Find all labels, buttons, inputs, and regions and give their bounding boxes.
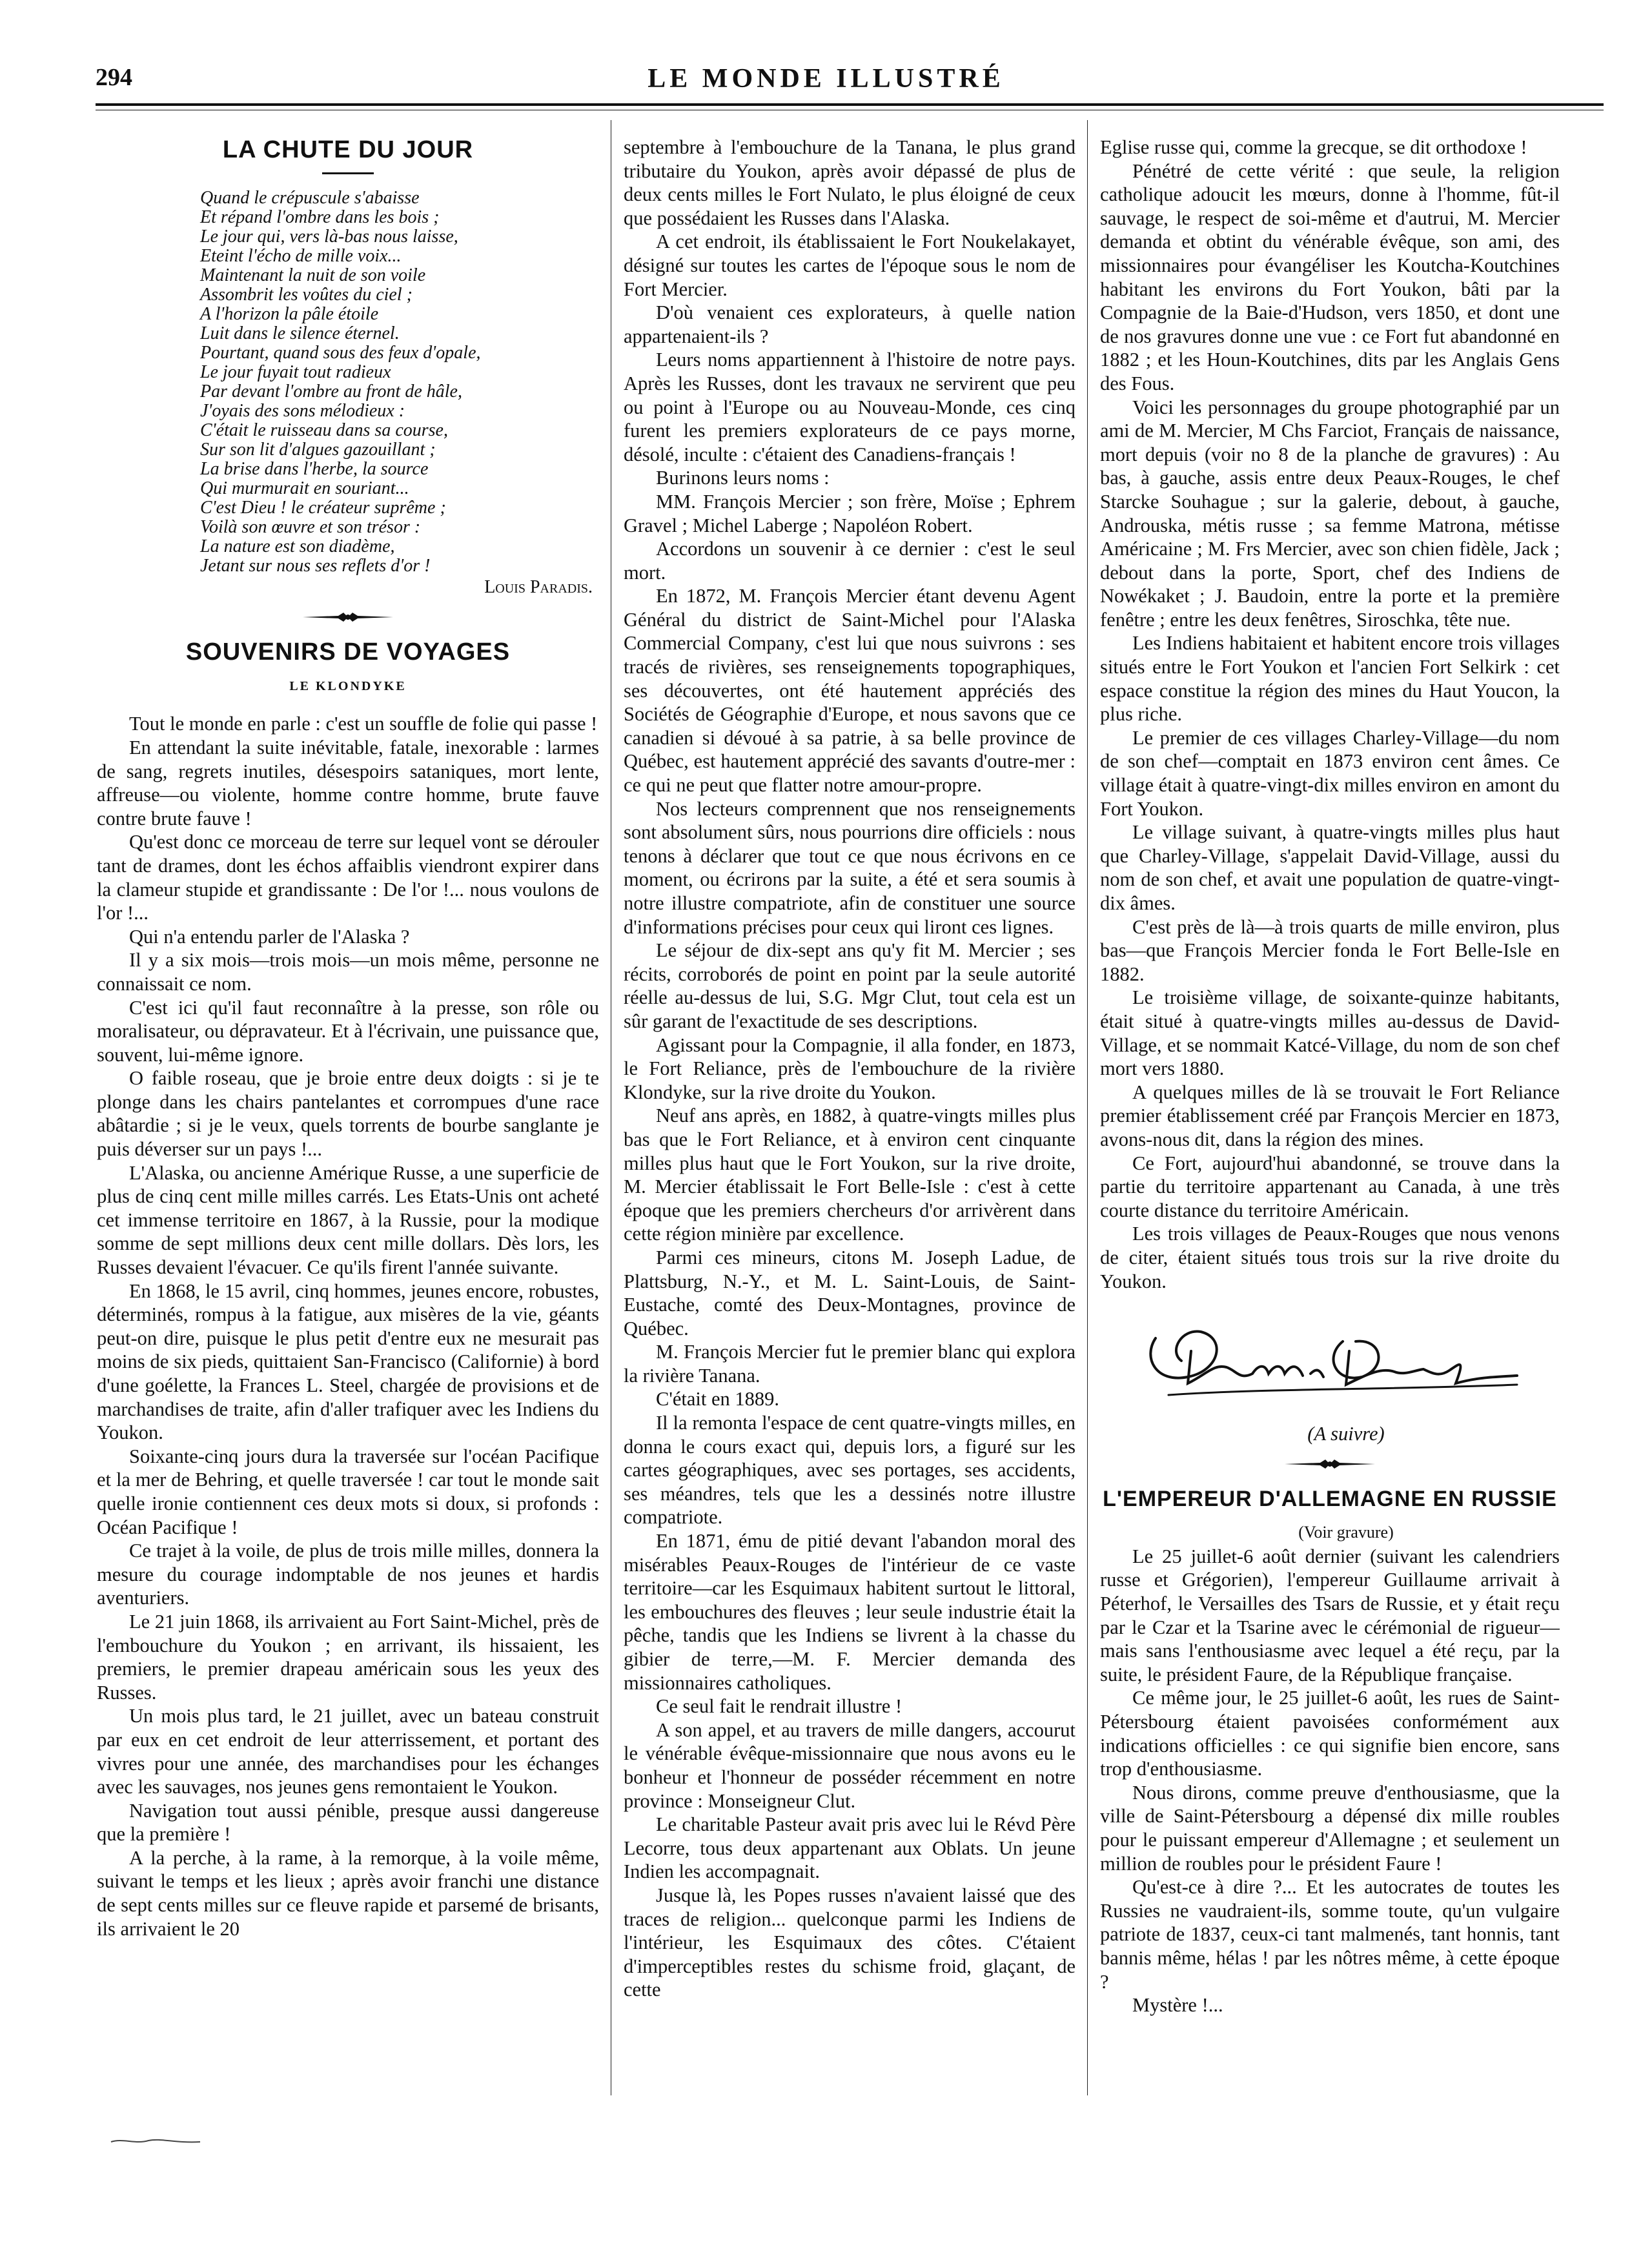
poem-line: La nature est son diadème, (200, 536, 395, 556)
paragraph: Le troisième village, de soixante-quinze habitants, était situé à quatre-vingts milles au-dessus de David-Village, et se nommait Katcé-Village, du nom de son chef mort vers 1880. (1100, 986, 1560, 1080)
paragraph: Le 21 juin 1868, ils arrivaient au Fort Saint-Michel, près de l'embouchure du Youkon ; en arrivant, ils hissaient, les premiers, le premier drapeau américain sous les yeux des Russes. (97, 1610, 599, 1704)
paragraph: Il la remonta l'espace de cent quatre-vingts milles, en donna le cours exact qui, depuis lors, a figuré sur les cartes géographiques, avec ses portages, ses accidents, ses méandres, tels que les a dessinés notre illustre compatriote. (624, 1412, 1076, 1529)
paragraph: Voici les personnages du groupe photographié par un ami de M. Mercier, M Chs Farciot, Français de naissance, mort depuis (voir no 8 de la planche de gravures) : Au bas, à gauche, assis entre deux Peaux-Rouges, le chef Starcke Souhague ; sur la galerie, debout, à gauche, Androuska, métis russe ; sa femme Matrona, métisse Américaine ; M. Frs Mercier, avec son chien fidèle, Jack ; debout dans la porte, Sport, chef des Indiens de Nowékaket ; J. Baudoin, entre la porte et la première fenêtre ; entre les deux fenêtres, Siroschka, tête nue. (1100, 396, 1560, 631)
column-1 (97, 136, 599, 2124)
poem-line: Qui murmurait en souriant... (200, 478, 409, 498)
poem-title: LA CHUTE DU JOUR (222, 136, 474, 163)
paragraph: Nos lecteurs comprennent que nos renseignements sont absolument sûrs, nous pourrions dire officiels : nous tenons à déclarer que tout ce que nous écrivons en ce moment, ou écrirons par la suite, a été et sera soumis à notre illustre compatriote, afin de constituer une source d'informations précises pour ceux qui liront ces lignes. (624, 797, 1076, 938)
paragraph: En 1871, ému de pitié devant l'abandon moral des misérables Peaux-Rouges de l'intérieur de ce vaste territoire—car les Esquimaux habitent surtout le littoral, les embouchures des fleuves ; leur seule industrie était la pêche, tandis que les Indiens se livrent à la chasse du gibier de terre,—M. F. Mercier demanda des missionnaires catholiques. (624, 1530, 1076, 1694)
paragraph: Eglise russe qui, comme la grecque, se dit orthodoxe ! (1100, 136, 1527, 158)
poem-line: Quand le crépuscule s'abaisse (200, 187, 420, 208)
paragraph: Navigation tout aussi pénible, presque aussi dangereuse que la première ! (97, 1799, 599, 1846)
column-3 (1100, 136, 1560, 2124)
article2-subtitle: (Voir gravure) (1298, 1523, 1394, 1542)
poem-line: Sur son lit d'algues gazouillant ; (200, 439, 436, 460)
paragraph: Neuf ans après, en 1882, à quatre-vingts milles plus bas que le Fort Reliance, et à environ cent cinquante milles plus haut que le Fort Youkon, sur la rive droite, M. Mercier établissait le Fort Belle-Isle : c'est à cette époque que les premiers chercheurs d'or arrivèrent dans cette région minière par excellence. (624, 1105, 1076, 1245)
paragraph: Jusque là, les Popes russes n'avaient laissé que des traces de religion... quelconque parmi les Indiens de l'intérieur, les Esquimaux des côtes. C'étaient d'imperceptibles restes du schisme froid, glaçant, de cette (624, 1884, 1076, 2001)
author-signature (1100, 1312, 1560, 1416)
paragraph: MM. François Mercier ; son frère, Moïse ; Ephrem Gravel ; Michel Laberge ; Napoléon Robert. (624, 490, 1076, 536)
poem-line: Voilà son œuvre et son trésor : (200, 516, 421, 537)
paragraph: Le 25 juillet-6 août dernier (suivant les calendriers russe et Grégorien), l'empereur Guillaume arrivait à Péterhof, le Versailles des Tsars de Russie, et y était reçu par le Czar et la Tsarine avec le cérémonial de rigueur—mais sans l'enthousiasme avec lequel a été reçu, par la suite, le président Faure, de la République française. (1100, 1545, 1560, 1685)
paragraph: Qui n'a entendu parler de l'Alaska ? (129, 925, 410, 948)
paragraph: Il y a six mois—trois mois—un mois même, personne ne connaissait ce nom. (97, 949, 599, 995)
poem-author: Louis Paradis. (484, 576, 593, 597)
paragraph: Ce trajet à la voile, de plus de trois mille milles, donnera la mesure du courage indomptable de nos jeunes et hardis aventuriers. (97, 1540, 599, 1609)
poem-line: Pourtant, quand sous des feux d'opale, (200, 342, 481, 363)
paragraph: Ce Fort, aujourd'hui abandonné, se trouve dans la partie du territoire appartenant au Canada, à une très courte distance du territoire Américain. (1100, 1152, 1560, 1221)
paragraph: En attendant la suite inévitable, fatale, inexorable : larmes de sang, regrets inutiles, désespoirs sataniques, mort lente, affreuse—ou violente, homme contre homme, brute fauve contre brute fauve ! (97, 736, 599, 830)
masthead-title: LE MONDE ILLUSTRÉ (648, 64, 1004, 94)
paragraph: O faible roseau, que je broie entre deux doigts : si je te plonge dans les chairs pantelantes et corrompues d'une race abâtardie ; si je le veux, quels torrents de bourbe sanglante je puis déverser sur un pays !... (97, 1067, 599, 1161)
page-header (0, 0, 1652, 97)
poem-line: La brise dans l'herbe, la source (200, 458, 429, 479)
paragraph: L'Alaska, ou ancienne Amérique Russe, a une superficie de plus de cinq cent mille milles carrés. Les Etats-Unis ont acheté cet immense territoire en 1867, à la Russie, pour la modique somme de sept millions deux cent mille dollars. Dès lors, les Russes devaient l'évacuer. Ce qu'ils firent l'année suivante. (97, 1161, 599, 1279)
poem-line: Jetant sur nous ses reflets d'or ! (200, 555, 431, 576)
paragraph: Ce seul fait le rendrait illustre ! (656, 1695, 902, 1718)
to-be-continued: (A suivre) (1307, 1423, 1385, 1445)
paragraph: A quelques milles de là se trouvait le Fort Reliance premier établissement créé par François Mercier en 1873, avons-nous dit, dans la région des mines. (1100, 1081, 1560, 1150)
paragraph: Le séjour de dix-sept ans qu'y fit M. Mercier ; ses récits, corroborés de point en point par la seule autorité réelle au-dessus de lui, S.G. Mgr Clut, tout cela est un sûr garant de l'exactitude de ses descriptions. (624, 939, 1076, 1032)
poem-line: Par devant l'ombre au front de hâle, (200, 381, 462, 402)
paragraph: Nous dirons, comme preuve d'enthousiasme, que la ville de Saint-Pétersbourg a dépensé dix mille roubles pour le puissant empereur d'Allemagne ; et seulement un million de roubles pour le président Faure ! (1100, 1781, 1560, 1875)
paragraph: A son appel, et au travers de mille dangers, accourut le vénérable évêque-missionnaire que nous avons eu le bonheur et l'honneur de posséder récemment en notre province : Monseigneur Clut. (624, 1718, 1076, 1812)
article2-title: L'EMPEREUR D'ALLEMAGNE EN RUSSIE (1103, 1486, 1557, 1511)
paragraph: Parmi ces mineurs, citons M. Joseph Ladue, de Plattsburg, N.-Y., et M. L. Saint-Louis, de Saint-Eustache, comté des Deux-Montagnes, province de Québec. (624, 1246, 1076, 1339)
column-divider (1087, 120, 1088, 2095)
paragraph: Leurs noms appartiennent à l'histoire de notre pays. Après les Russes, dont les travaux ne servirent que peu ou point à l'Europe ou au Nouveau-Monde, ces cinq furent les premiers explorateurs de ce pays morne, désolé, inculte : c'étaient des Canadiens-français ! (624, 349, 1076, 465)
paragraph: Un mois plus tard, le 21 juillet, avec un bateau construit par eux en cet endroit de leur atterrissement, et portant des vivres pour une année, des marchandises pour les échanges avec les sauvages, nos jeunes gens remontaient le Youkon. (97, 1705, 599, 1798)
paragraph: Le premier de ces villages Charley-Village—du nom de son chef—comptait en 1873 environ cent âmes. Ce village était à quatre-vingt-dix milles environ en amont du Fort Youkon. (1100, 726, 1560, 820)
poem-line: Maintenant la nuit de son voile (200, 265, 426, 285)
paragraph: Soixante-cinq jours dura la traversée sur l'océan Pacifique et la mer de Behring, et quelle traversée ! car tout le monde sait quelle ironie contiennent ces deux mots si doux, si profonds : Océan Pacifique ! (97, 1445, 599, 1538)
paragraph: C'est près de là—à trois quarts de mille environ, plus bas—que François Mercier fonda le Fort Belle-Isle en 1882. (1100, 915, 1560, 985)
paragraph: Mystère !... (1132, 1994, 1223, 2017)
ornament-divider (1100, 1458, 1560, 1473)
paragraph: A cet endroit, ils établissaient le Fort Noukelakayet, désigné sur toutes les cartes de l'époque sous le nom de Fort Mercier. (624, 230, 1076, 300)
paragraph: En 1872, M. François Mercier étant devenu Agent Général du district de Saint-Michel pour l'Alaska Commercial Company, c'est lui que nous suivrons : ses tracés de rivières, ses renseignements topographiques, ses découvertes, ont été hautement appréciés des Sociétés de Géographie d'Europe, et nous savons que ce canadien si dévoué à sa patrie, à sa belle province de Québec, est hautement apprécié des savants d'outre-mer : ce qui ne peut que flatter notre amour-propre. (624, 585, 1076, 797)
paragraph: C'était en 1889. (656, 1388, 779, 1410)
paragraph: C'est ici qu'il faut reconnaître à la presse, son rôle ou moralisateur, ou dépravateur. Et à l'écrivain, une puissance que, souvent, lui-même ignore. (97, 996, 599, 1066)
header-rule-thick (96, 103, 1604, 106)
ink-mark (110, 2134, 207, 2147)
poem-line: C'était le ruisseau dans sa course, (200, 420, 448, 440)
paragraph: Les Indiens habitaient et habitent encore trois villages situés entre le Fort Youkon et l'ancien Fort Selkirk : cet espace constitue la région des mines du Haut Youcon, la plus riche. (1100, 632, 1560, 726)
paragraph: Les trois villages de Peaux-Rouges que nous venons de citer, étaient situés tous trois sur la rive droite du Youkon. (1100, 1223, 1560, 1292)
paragraph: Pénétré de cette vérité : que seule, la religion catholique adoucit les mœurs, donne à l'homme, fût-il sauvage, le respect de soi-même et d'autrui, M. Mercier demanda et obtint du vénérable évêque, son ami, des missionnaires pour évangéliser les Koutcha-Koutchines habitant les environs du Fort Youkon, bâti par la Compagnie de la Baie-d'Hudson, vers 1850, et dont une de nos gravures donne une vue : ce Fort fut abandonné en 1882 ; et les Houn-Koutchines, dits par les Anglais Gens des Fous. (1100, 159, 1560, 394)
article-subtitle: LE KLONDYKE (289, 678, 407, 693)
poem-line: Assombrit les voûtes du ciel ; (200, 284, 413, 305)
poem-line: Le jour fuyait tout radieux (200, 361, 391, 382)
paragraph: M. François Mercier fut le premier blanc qui explora la rivière Tanana. (624, 1341, 1076, 1387)
column-2 (624, 136, 1076, 2124)
poem-line: C'est Dieu ! le créateur suprême ; (200, 497, 446, 518)
ornament-divider (97, 611, 599, 626)
title-rule (322, 172, 374, 174)
paragraph: En 1868, le 15 avril, cinq hommes, jeunes encore, robustes, déterminés, rompus à la fatigue, aux misères de la vie, géants peut-on dire, puisque le plus petit d'entre eux ne mesurait pas moins de six pieds, quittaient San-Francisco (Californie) à bord d'une goélette, la Frances L. Steel, chargée de provisions et de marchandises de traite, afin d'aller trafiquer avec les Indiens du Youkon. (97, 1279, 599, 1444)
paragraph: Ce même jour, le 25 juillet-6 août, les rues de Saint-Pétersbourg étaient pavoisées conformément aux indications officielles : ce qui signifie bien encore, sans trop d'enthousiasme. (1100, 1687, 1560, 1780)
paragraph: Le charitable Pasteur avait pris avec lui le Révd Père Lecorre, tous deux appartenant aux Oblats. Un jeune Indien les accompagnait. (624, 1813, 1076, 1883)
paragraph: Qu'est-ce à dire ?... Et les autocrates de toutes les Russies ne vaudraient-ils, somme toute, qu'un vulgaire patriote de 1837, ceux-ci tant malmenés, tant honnis, tant bannis même, hélas ! par les nôtres même, à cette époque ? (1100, 1876, 1560, 1993)
poem-line: Et répand l'ombre dans les bois ; (200, 207, 440, 227)
poem-line: Luit dans le silence éternel. (200, 323, 400, 343)
paragraph: Burinons leurs noms : (656, 467, 830, 489)
paragraph: D'où venaient ces explorateurs, à quelle nation appartenaient-ils ? (624, 301, 1076, 347)
paragraph: Agissant pour la Compagnie, il alla fonder, en 1873, le Fort Reliance, près de l'embouchure de la rivière Klondyke, sur la rive droite du Youkon. (624, 1033, 1076, 1103)
paragraph: Qu'est donc ce morceau de terre sur lequel vont se dérouler tant de drames, dont les échos affaiblis viendront expirer dans la clameur stupide et grandissante : De l'or !... nous voulons de l'or !... (97, 831, 599, 924)
paragraph: septembre à l'embouchure de la Tanana, le plus grand tributaire du Youkon, après avoir dépassé de plus de deux cents milles le Fort Nulato, le plus éloigné de ceux que possédaient les Russes dans l'Alaska. (624, 136, 1076, 229)
article-title: SOUVENIRS DE VOYAGES (185, 638, 511, 666)
poem-line: Le jour qui, vers là-bas nous laisse, (200, 226, 458, 247)
paragraph: Tout le monde en parle : c'est un souffle de folie qui passe ! (129, 713, 598, 735)
paragraph: A la perche, à la rame, à la remorque, à la voile même, suivant le temps et les lieux ; après avoir franchi une distance de sept cents milles sur ce fleuve rapide et parsemé de brisants, ils arrivaient le 20 (97, 1846, 599, 1940)
poem-line: Eteint l'écho de mille voix... (200, 245, 402, 266)
page-number: 294 (96, 64, 132, 91)
paragraph: Le village suivant, à quatre-vingts milles plus haut que Charley-Village, s'appelait David-Village, aussi du nom de son chef, et avait une population de quatre-vingt-dix âmes. (1100, 821, 1560, 914)
poem (97, 188, 599, 576)
poem-line: A l'horizon la pâle étoile (200, 303, 379, 324)
poem-line: J'oyais des sons mélodieux : (200, 400, 405, 421)
paragraph: Accordons un souvenir à ce dernier : c'est le seul mort. (624, 538, 1076, 584)
